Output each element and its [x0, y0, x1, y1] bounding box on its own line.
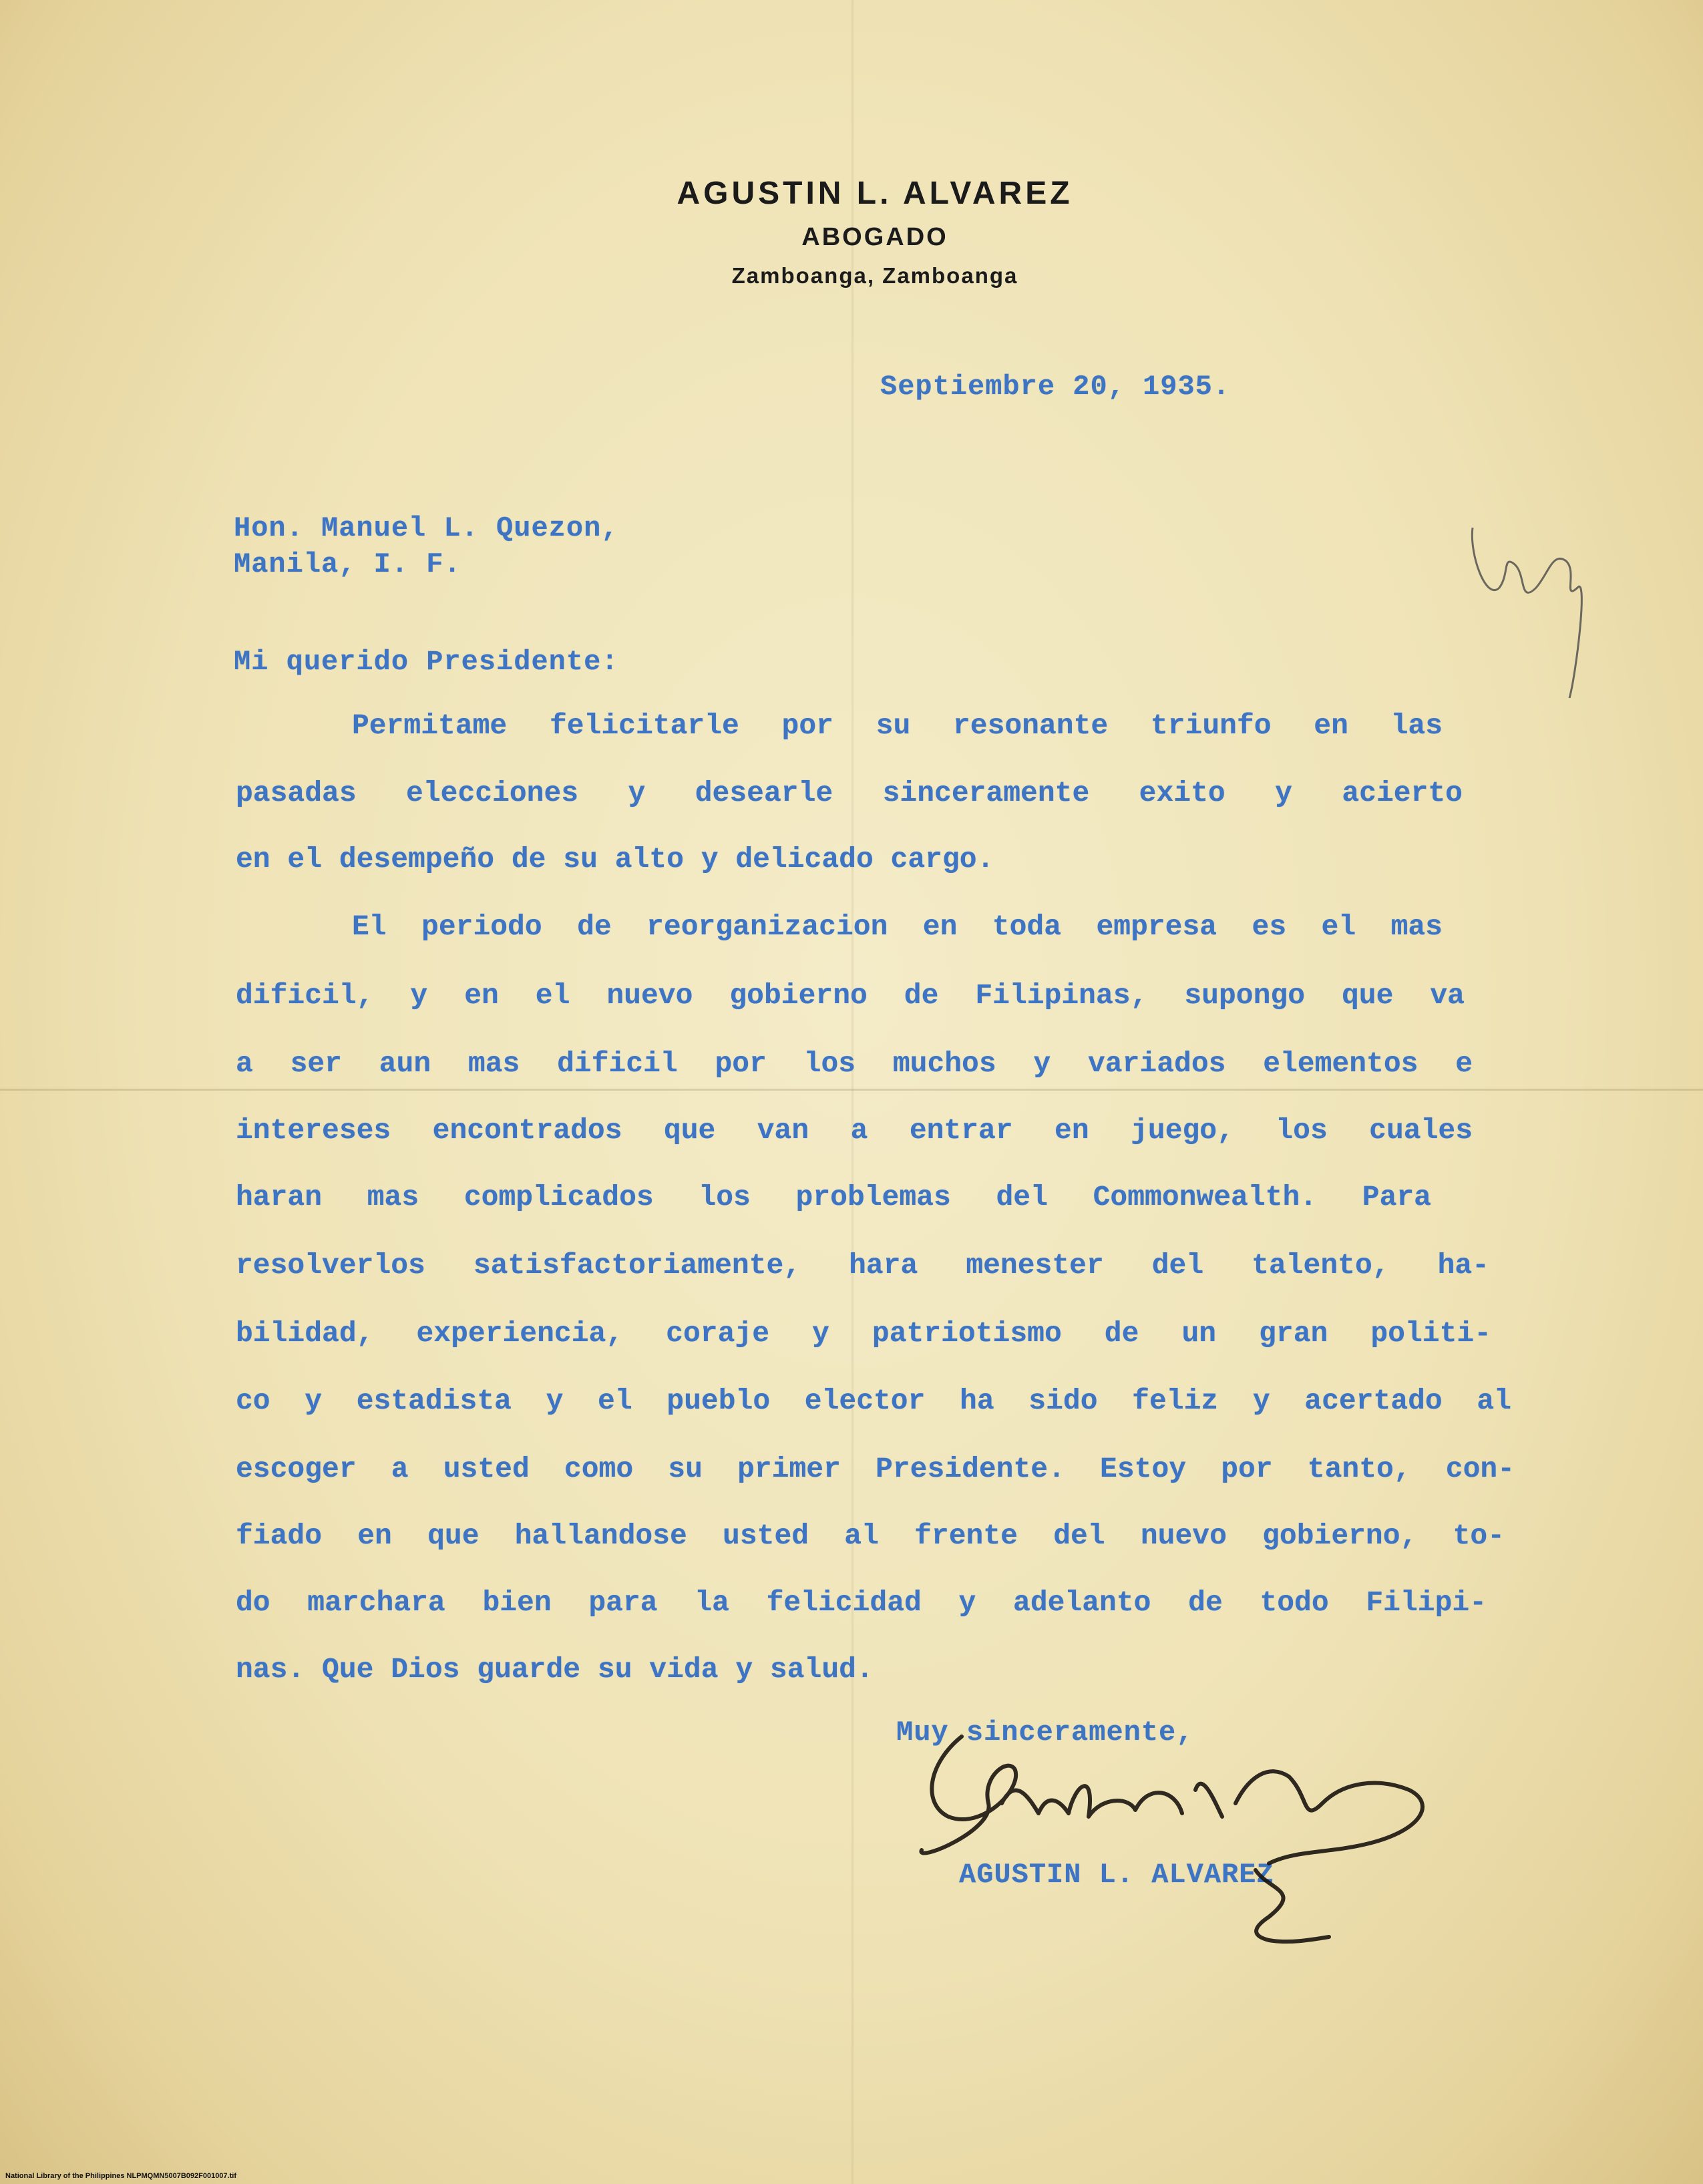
signature: [921, 1737, 1423, 1942]
body-line: do marchara bien para la felicidad y adelanto de todo Filipi-: [236, 1586, 1487, 1619]
recipient-line-2: Manila, I. F.: [234, 548, 461, 580]
body-line: en el desempeño de su alto y delicado cargo.: [236, 843, 994, 876]
recipient-line-1: Hon. Manuel L. Quezon,: [234, 512, 619, 544]
body-line: intereses encontrados que van a entrar en juego, los cuales: [236, 1114, 1473, 1147]
body-line: resolverlos satisfactoriamente, hara menester del talento, ha-: [236, 1249, 1489, 1282]
body-line: fiado en que hallandose usted al frente del nuevo gobierno, to-: [236, 1519, 1505, 1552]
body-line: bilidad, experiencia, coraje y patriotismo de un gran politi-: [236, 1317, 1491, 1350]
body-line: Permitame felicitarle por su resonante triunfo en las: [352, 709, 1443, 742]
body-line: co y estadista y el pueblo elector ha sido feliz y acertado al: [236, 1385, 1511, 1417]
signer-name: AGUSTIN L. ALVAREZ: [959, 1859, 1274, 1891]
body-line: nas. Que Dios guarde su vida y salud.: [236, 1653, 874, 1686]
closing: Muy sinceramente,: [896, 1716, 1194, 1749]
body-line: escoger a usted como su primer Presidente. Estoy por tanto, con-: [236, 1453, 1515, 1485]
body-line: El periodo de reorganizacion en toda empresa es el mas: [352, 910, 1443, 943]
salutation: Mi querido Presidente:: [234, 646, 619, 678]
letter-date: Septiembre 20, 1935.: [880, 371, 1231, 403]
body-line: a ser aun mas dificil por los muchos y variados elementos e: [236, 1047, 1473, 1080]
body-line: haran mas complicados los problemas del Commonwealth. Para: [236, 1181, 1431, 1214]
letterhead-location: Zamboanga, Zamboanga: [731, 263, 1018, 288]
footer-credit: National Library of the Philippines NLPMQMN5007B092F001007.tif: [5, 2172, 236, 2180]
letterhead-name: AGUSTIN L. ALVAREZ: [677, 176, 1073, 211]
letterhead-title: ABOGADO: [801, 223, 948, 251]
body-line: pasadas elecciones y desearle sinceramente exito y acierto: [236, 777, 1463, 809]
body-line: dificil, y en el nuevo gobierno de Filipinas, supongo que va: [236, 979, 1465, 1012]
margin-initials-mark: [1472, 528, 1581, 698]
